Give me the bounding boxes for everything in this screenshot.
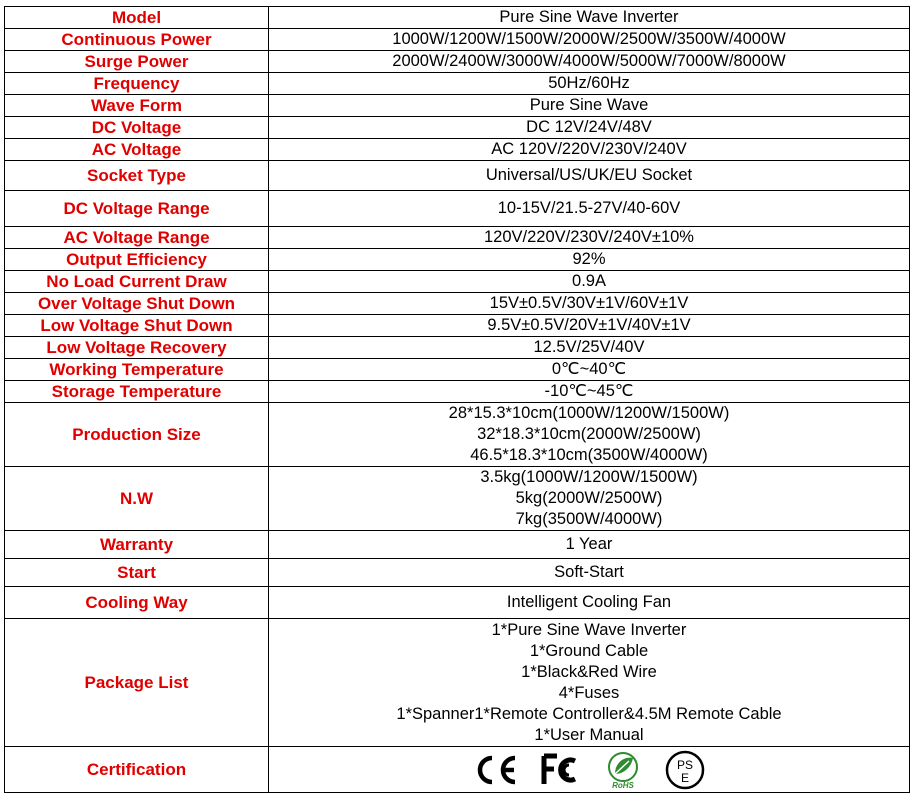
row-value-wave-form: Pure Sine Wave (269, 95, 910, 117)
net-weight-line: 5kg(2000W/2500W) (515, 489, 663, 507)
net-weight-line: 7kg(3500W/4000W) (515, 510, 663, 528)
package-item: 1*User Manual (534, 725, 644, 744)
row-value-net-weight (269, 467, 910, 531)
package-item: 1*Pure Sine Wave Inverter (491, 620, 687, 639)
production-size-line: 28*15.3*10cm(1000W/1200W/1500W) (448, 404, 730, 422)
row-value-no-load-current-draw: 0.9A (269, 271, 910, 293)
row-value-production-size (269, 403, 910, 467)
row-label-socket-type: Socket Type (5, 161, 269, 191)
row-label-wave-form: Wave Form (5, 95, 269, 117)
fcc-mark-icon (541, 753, 581, 787)
row-value-ac-voltage-range: 120V/220V/230V/240V±10% (269, 227, 910, 249)
row-label-dc-voltage-range: DC Voltage Range (5, 191, 269, 227)
table-row (5, 271, 910, 293)
table-row (5, 227, 910, 249)
row-label-start: Start (5, 559, 269, 587)
row-label-dc-voltage: DC Voltage (5, 117, 269, 139)
row-label-over-voltage-shut-down: Over Voltage Shut Down (5, 293, 269, 315)
row-value-output-efficiency: 92% (269, 249, 910, 271)
row-value-working-temperature: 0℃~40℃ (269, 359, 910, 381)
row-value-cooling-way: Intelligent Cooling Fan (269, 587, 910, 619)
table-row (5, 315, 910, 337)
row-label-output-efficiency: Output Efficiency (5, 249, 269, 271)
row-value-frequency: 50Hz/60Hz (269, 73, 910, 95)
table-row (5, 7, 910, 29)
table-row (5, 381, 910, 403)
table-row (5, 293, 910, 315)
row-label-certification: Certification (5, 747, 269, 793)
package-item: 1*Ground Cable (529, 641, 649, 660)
svg-text:PS: PS (676, 757, 694, 772)
row-label-ac-voltage-range: AC Voltage Range (5, 227, 269, 249)
table-row (5, 747, 910, 793)
production-size-line: 32*18.3*10cm(2000W/2500W) (477, 425, 701, 443)
row-label-package-list: Package List (5, 619, 269, 747)
row-value-model: Pure Sine Wave Inverter (269, 7, 910, 29)
table-row (5, 73, 910, 95)
row-value-low-voltage-shut-down: 9.5V±0.5V/20V±1V/40V±1V (269, 315, 910, 337)
table-row (5, 161, 910, 191)
spec-table (4, 6, 910, 793)
package-item: 4*Fuses (558, 683, 620, 702)
svg-text:RoHS: RoHS (612, 780, 634, 790)
row-label-cooling-way: Cooling Way (5, 587, 269, 619)
row-value-package-list (269, 619, 910, 747)
net-weight-line: 3.5kg(1000W/1200W/1500W) (480, 468, 698, 486)
row-label-no-load-current-draw: No Load Current Draw (5, 271, 269, 293)
row-value-storage-temperature: -10℃~45℃ (269, 381, 910, 403)
row-label-storage-temperature: Storage Temperature (5, 381, 269, 403)
certification-logos (269, 750, 909, 790)
row-label-surge-power: Surge Power (5, 51, 269, 73)
package-item: 1*Black&Red Wire (521, 662, 657, 681)
row-label-frequency: Frequency (5, 73, 269, 95)
table-row (5, 191, 910, 227)
table-row (5, 531, 910, 559)
pse-mark-icon (665, 750, 705, 790)
row-value-low-voltage-recovery: 12.5V/25V/40V (269, 337, 910, 359)
row-value-start: Soft-Start (269, 559, 910, 587)
row-label-working-temperature: Working Temperature (5, 359, 269, 381)
table-row (5, 337, 910, 359)
row-value-ac-voltage: AC 120V/220V/230V/240V (269, 139, 910, 161)
row-value-warranty: 1 Year (269, 531, 910, 559)
table-row (5, 587, 910, 619)
row-label-low-voltage-shut-down: Low Voltage Shut Down (5, 315, 269, 337)
row-label-continuous-power: Continuous Power (5, 29, 269, 51)
row-value-surge-power: 2000W/2400W/3000W/4000W/5000W/7000W/8000W (269, 51, 910, 73)
row-value-continuous-power: 1000W/1200W/1500W/2000W/2500W/3500W/4000W (269, 29, 910, 51)
row-label-ac-voltage: AC Voltage (5, 139, 269, 161)
row-value-socket-type: Universal/US/UK/EU Socket (269, 161, 910, 191)
table-row (5, 467, 910, 531)
table-row (5, 51, 910, 73)
row-label-production-size: Production Size (5, 403, 269, 467)
row-value-certification (269, 747, 910, 793)
table-row (5, 249, 910, 271)
ce-mark-icon (473, 753, 519, 787)
row-value-dc-voltage-range: 10-15V/21.5-27V/40-60V (269, 191, 910, 227)
package-item: 1*Spanner1*Remote Controller&4.5M Remote Cable (396, 704, 782, 723)
table-row (5, 139, 910, 161)
row-value-over-voltage-shut-down: 15V±0.5V/30V±1V/60V±1V (269, 293, 910, 315)
row-label-low-voltage-recovery: Low Voltage Recovery (5, 337, 269, 359)
row-label-net-weight: N.W (5, 467, 269, 531)
production-size-line: 46.5*18.3*10cm(3500W/4000W) (470, 446, 708, 464)
table-row (5, 619, 910, 747)
table-row (5, 29, 910, 51)
table-row (5, 95, 910, 117)
svg-text:E: E (680, 770, 690, 785)
table-row (5, 559, 910, 587)
rohs-mark-icon (603, 750, 643, 790)
row-label-model: Model (5, 7, 269, 29)
table-row (5, 117, 910, 139)
row-label-warranty: Warranty (5, 531, 269, 559)
table-row (5, 403, 910, 467)
row-value-dc-voltage: DC 12V/24V/48V (269, 117, 910, 139)
table-row (5, 359, 910, 381)
